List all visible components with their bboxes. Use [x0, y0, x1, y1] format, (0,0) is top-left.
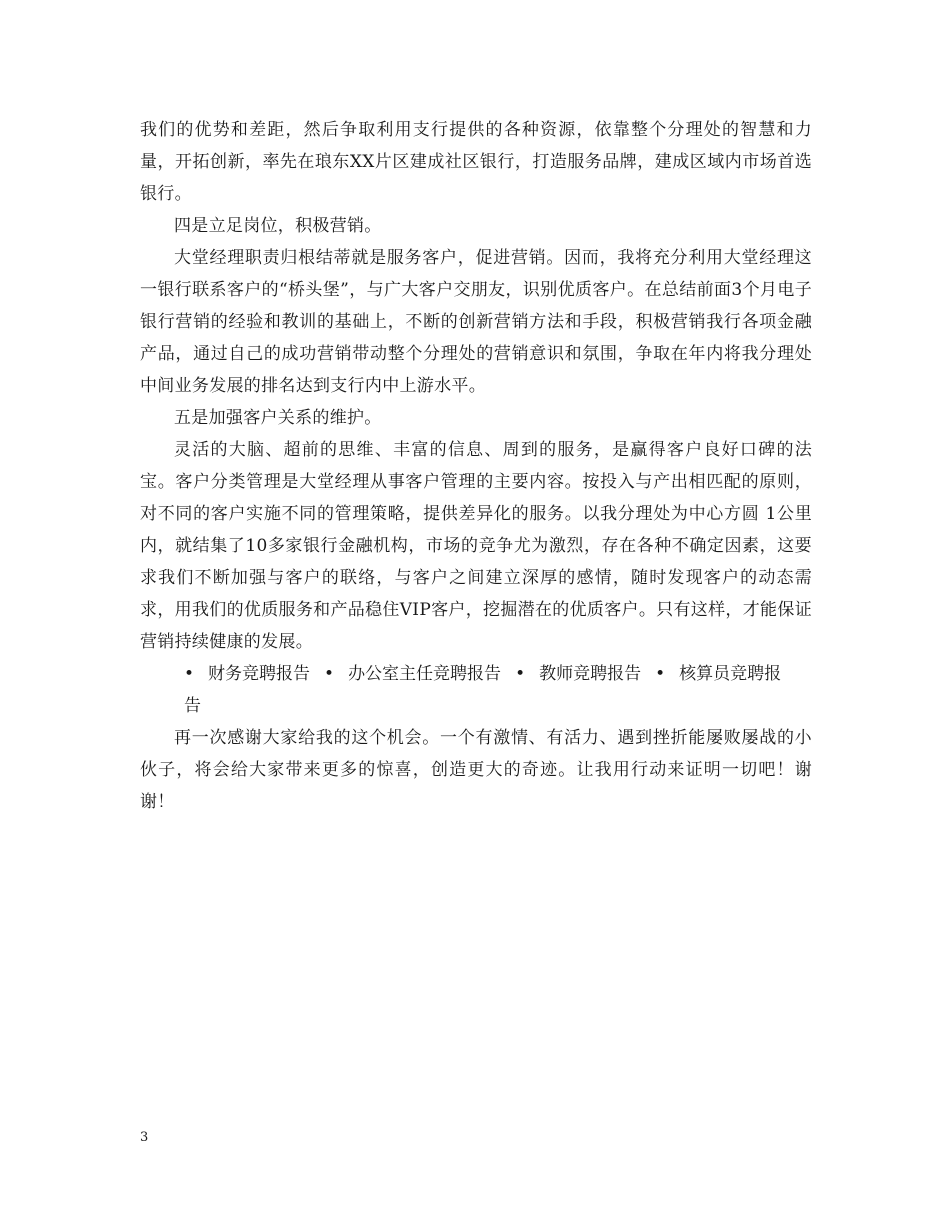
bullet-icon: •	[184, 664, 195, 684]
bullet-icon: •	[515, 664, 526, 684]
related-link-teacher-report[interactable]: 教师竞聘报告	[539, 664, 642, 684]
bullet-icon: •	[655, 664, 666, 684]
page-number: 3	[140, 1130, 149, 1145]
section-heading-4: 四是立足岗位，积极营销。	[174, 216, 382, 236]
document-page	[140, 114, 812, 818]
bullet-icon: •	[324, 664, 335, 684]
body-paragraph-marketing: 大堂经理职责归根结蒂就是服务客户，促进营销。因而，我将充分利用大堂经理这一银行联系客户的“桥头堡”，与广大客户交朋友，识别优质客户。在总结前面3个月电子银行营销的经验和教训的基础上，不断的创新营销方法和手段，积极营销我行各项金融产品，通过自己的成功营销带动整个分理处的营销意识和氛围，争取在年内将我分理处中间业务发展的排名达到支行内中上游水平。	[140, 248, 812, 396]
closing-paragraph: 再一次感谢大家给我的这个机会。一个有激情、有活力、遇到挫折能屡败屡战的小伙子，将会给大家带来更多的惊喜，创造更大的奇迹。让我用行动来证明一切吧！谢谢！	[140, 728, 812, 812]
related-links	[140, 658, 812, 722]
body-paragraph-customer-relations: 灵活的大脑、超前的思维、丰富的信息、周到的服务，是赢得客户良好口碑的法宝。客户分类管理是大堂经理从事客户管理的主要内容。按投入与产出相匹配的原则，对不同的客户实施不同的管理策略，提供差异化的服务。以我分理处为中心方圆 1公里内，就结集了10多家银行金融机构，市场的竞争尤为激烈，存在各种不确定因素，这要求我们不断加强与客户的联络，与客户之间建立深厚的感情，随时发现客户的动态需求，用我们的优质服务和产品稳住VIP客户，挖掘潜在的优质客户。只有这样，才能保证营销持续健康的发展。	[140, 440, 812, 652]
related-link-office-director-report[interactable]: 办公室主任竞聘报告	[348, 664, 502, 684]
body-paragraph-continued: 我们的优势和差距，然后争取利用支行提供的各种资源，依靠整个分理处的智慧和力量，开拓创新，率先在琅东XX片区建成社区银行，打造服务品牌，建成区域内市场首选银行。	[140, 120, 812, 204]
related-link-accountant-report[interactable]: 核算员竞聘报告	[184, 664, 782, 716]
related-link-finance-report[interactable]: 财务竞聘报告	[208, 664, 311, 684]
section-heading-5: 五是加强客户关系的维护。	[174, 408, 382, 428]
